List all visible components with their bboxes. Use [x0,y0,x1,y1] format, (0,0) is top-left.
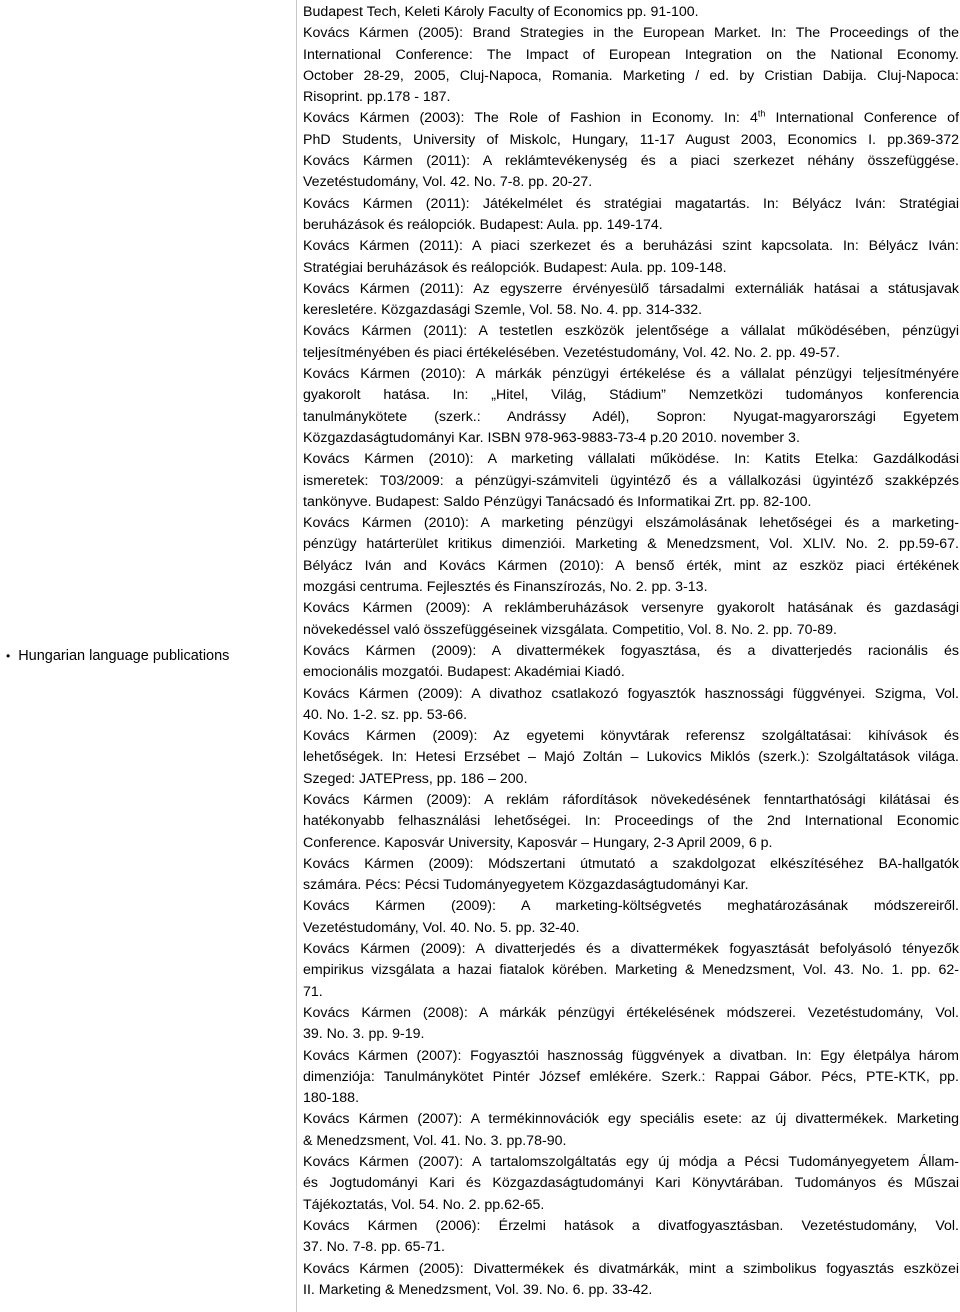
publication-line: Kovács Kármen (2009): A divattermékek fogyasztása, és a divatterjedés racionális és [303,642,959,659]
publication-line: Kovács Kármen (2011): A reklámtevékenység és a piaci szerkezet néhány összefüggése. [303,153,959,170]
publication-line: Kovács Kármen (2010): A márkák pénzügyi értékelése és a vállalat pénzügyi teljesítményére [303,366,959,383]
publication-line: Kovács Kármen (2009): A marketing-költségvetés meghatározásának módszereiről. [303,898,959,915]
publication-line: Kovács Kármen (2009): A reklám ráfordítások növekedésének fenntarthatósági kilátásai és [303,791,959,808]
publication-line: II. Marketing & Menedzsment, Vol. 39. No. 6. pp. 33-42. [303,1281,653,1298]
publication-line: Tájékoztatás, Vol. 54. No. 2. pp.62-65. [303,1196,545,1213]
publication-line: Kovács Kármen (2009): Módszertani útmutató a szakdolgozat elkészítéséhez BA-hallgatók [303,855,959,872]
publication-line: tankönyve. Budapest: Saldo Pénzügyi Tanácsadó és Informatikai Zrt. pp. 82-100. [303,493,812,510]
publication-line: teljesítményében és piaci értékelésében. Vezetéstudomány, Vol. 42. No. 2. pp. 49-57. [303,344,840,361]
publication-line: Stratégiai beruházások és reálopciók. Budapest: Aula. pp. 109-148. [303,259,727,276]
publication-line: pénzügy határterület kritikus dimenziói. Marketing & Menedzsment, Vol. XLIV. No. 2. pp.59-67. [303,536,959,553]
ordinal-superscript: th [757,108,766,119]
publication-line: Kovács Kármen (2007): A tartalomszolgáltatás egy új módja a Pécsi Tudományegyetem Állam- [303,1154,959,1171]
publication-line: 180-188. [303,1090,360,1107]
publication-line: PhD Students, University of Miskolc, Hungary, 11-17 August 2003, Economics I. pp.369-372 [303,131,959,148]
publication-line: Kovács Kármen (2003): The Role of Fashion in Economy. In: 4th International Conference of [303,108,959,127]
publication-line: Kovács Kármen (2009): Az egyetemi könyvtárak referensz szolgáltatásai: kihívások és [303,728,959,745]
section-label [0,647,229,665]
publication-line: 40. No. 1-2. sz. pp. 53-66. [303,706,468,723]
publication-line: Kovács Kármen (2009): A reklámberuházások versenyre gyakorolt hatásának és gazdasági [303,600,959,617]
publication-line: Kovács Kármen (2009): A divathoz csatlakozó fogyasztók hasznossági függvényei. Szigma, Vol. [303,685,959,702]
publication-line: Risoprint. pp.178 - 187. [303,89,451,106]
publication-line: Kovács Kármen (2011): A testetlen eszközök jelentősége a vállalat működésében, pénzügyi [303,323,959,340]
publication-line: hatékonyabb felhasználási lehetőségei. In: Proceedings of the 2nd International Economic [303,813,959,830]
publication-line: növekedéssel való összefüggéseinek vizsgálata. Competitio, Vol. 8. No. 2. pp. 70-89. [303,621,837,638]
publication-line: mozgási centruma. Fejlesztés és Finanszírozás, No. 2. pp. 3-13. [303,579,708,596]
publication-line: Bélyácz Iván and Kovács Kármen (2010): A benső érték, mint az eszköz piaci értékének [303,557,959,574]
publication-line: gyakorolt hatása. In: „Hitel, Világ, Stádium” Nemzetközi tudományos konferencia [303,387,959,404]
publication-line: 37. No. 7-8. pp. 65-71. [303,1239,445,1256]
publication-line: Conference. Kaposvár University, Kaposvár – Hungary, 2-3 April 2009, 6 p. [303,834,773,851]
publication-line: emocionális mozgatói. Budapest: Akadémiai Kiadó. [303,664,625,681]
bullet-icon: • [6,649,11,663]
publication-line: Vezetéstudomány, Vol. 40. No. 5. pp. 32-40. [303,919,580,936]
publication-line: Vezetéstudomány, Vol. 42. No. 7-8. pp. 20-27. [303,174,593,191]
publication-line: lehetőségek. In: Hetesi Erzsébet – Majó Zoltán – Lukovics Miklós (szerk.): Szolgáltatások világa. [303,749,959,766]
publication-line: October 28-29, 2005, Cluj-Napoca, Romania. Marketing / ed. by Cristian Dabija. Cluj-Napoca: [303,67,959,84]
publication-line: Budapest Tech, Keleti Károly Faculty of Economics pp. 91-100. [303,4,699,20]
publication-line: ismeretek: T03/2009: a pénzügyi-számviteli ügyintéző és a vállalkozási ügyintéző szakképzés [303,472,959,489]
publication-line: Kovács Kármen (2011): A piaci szerkezet és a beruházási szint kapcsolata. In: Bélyácz Iván: [303,238,959,255]
publication-line: Kovács Kármen (2007): Fogyasztói hasznosság függvények a divatban. In: Egy életpálya három [303,1047,959,1064]
publication-line: Kovács Kármen (2006): Érzelmi hatások a divatfogyasztásban. Vezetéstudomány, Vol. [303,1217,959,1234]
publication-line: Kovács Kármen (2010): A marketing pénzügyi elszámolásának lehetőségei és a marketing- [303,515,959,532]
publication-line: Szeged: JATEPress, pp. 186 – 200. [303,770,528,787]
publication-line: 39. No. 3. pp. 9-19. [303,1026,425,1043]
publication-line: International Conference: The Impact of European Integration on the National Economy. [303,46,959,63]
publication-line: Kovács Kármen (2007): A termékinnovációk egy speciális esete: az új divattermékek. Marketing [303,1111,959,1128]
section-label-text: Hungarian language publications [18,648,230,664]
publication-line: keresletére. Közgazdasági Szemle, Vol. 58. No. 4. pp. 314-332. [303,302,703,319]
publication-line: empirikus vizsgálata a hazai fiatalok körében. Marketing & Menedzsment, Vol. 43. No. 1. pp. 62- [303,962,959,979]
publication-line: & Menedzsment, Vol. 41. No. 3. pp.78-90. [303,1132,567,1149]
publication-line: számára. Pécs: Pécsi Tudományegyetem Közgazdaságtudományi Kar. [303,877,749,894]
publication-line: Kovács Kármen (2011): Játékelmélet és stratégiai magatartás. In: Bélyácz Iván: Stratégiai [303,195,959,212]
publication-line: beruházások és reálopciók. Budapest: Aula. pp. 149-174. [303,216,663,233]
publication-line: tanulmánykötete (szerk.: Andrássy Adél), Sopron: Nyugat-magyarországi Egyetem [303,408,959,425]
publication-line: Kovács Kármen (2011): Az egyszerre érvényesülő társadalmi externáliák hatásai a státusjavak [303,280,959,297]
publication-line: Közgazdaságtudományi Kar. ISBN 978-963-9883-73-4 p.20 2010. november 3. [303,429,800,446]
publication-line: Kovács Kármen (2005): Brand Strategies in the European Market. In: The Proceedings of the [303,25,959,42]
publication-line: Kovács Kármen (2008): A márkák pénzügyi értékelésének módszerei. Vezetéstudomány, Vol. [303,1004,959,1021]
section-label-cell [0,0,297,1312]
publication-list [303,2,959,1301]
publication-line: Kovács Kármen (2005): Divattermékek és divatmárkák, mint a szimbolikus fogyasztás eszközei [303,1260,959,1277]
publication-line: Kovács Kármen (2009): A divatterjedés és a divattermékek fogyasztását befolyásoló tényezők [303,941,959,958]
publication-line: dimenziója: Tanulmánykötet Pintér József emlékére. Szerk.: Rappai Gábor. Pécs, PTE-KTK, pp. [303,1068,959,1085]
publication-line: és Jogtudományi Kari és Közgazdaságtudományi Kari Könyvtárában. Tudományos és Műszai [303,1175,959,1192]
publication-line: 71. [303,983,323,1000]
publication-line: Kovács Kármen (2010): A marketing vállalati működése. In: Katits Etelka: Gazdálkodási [303,451,959,468]
